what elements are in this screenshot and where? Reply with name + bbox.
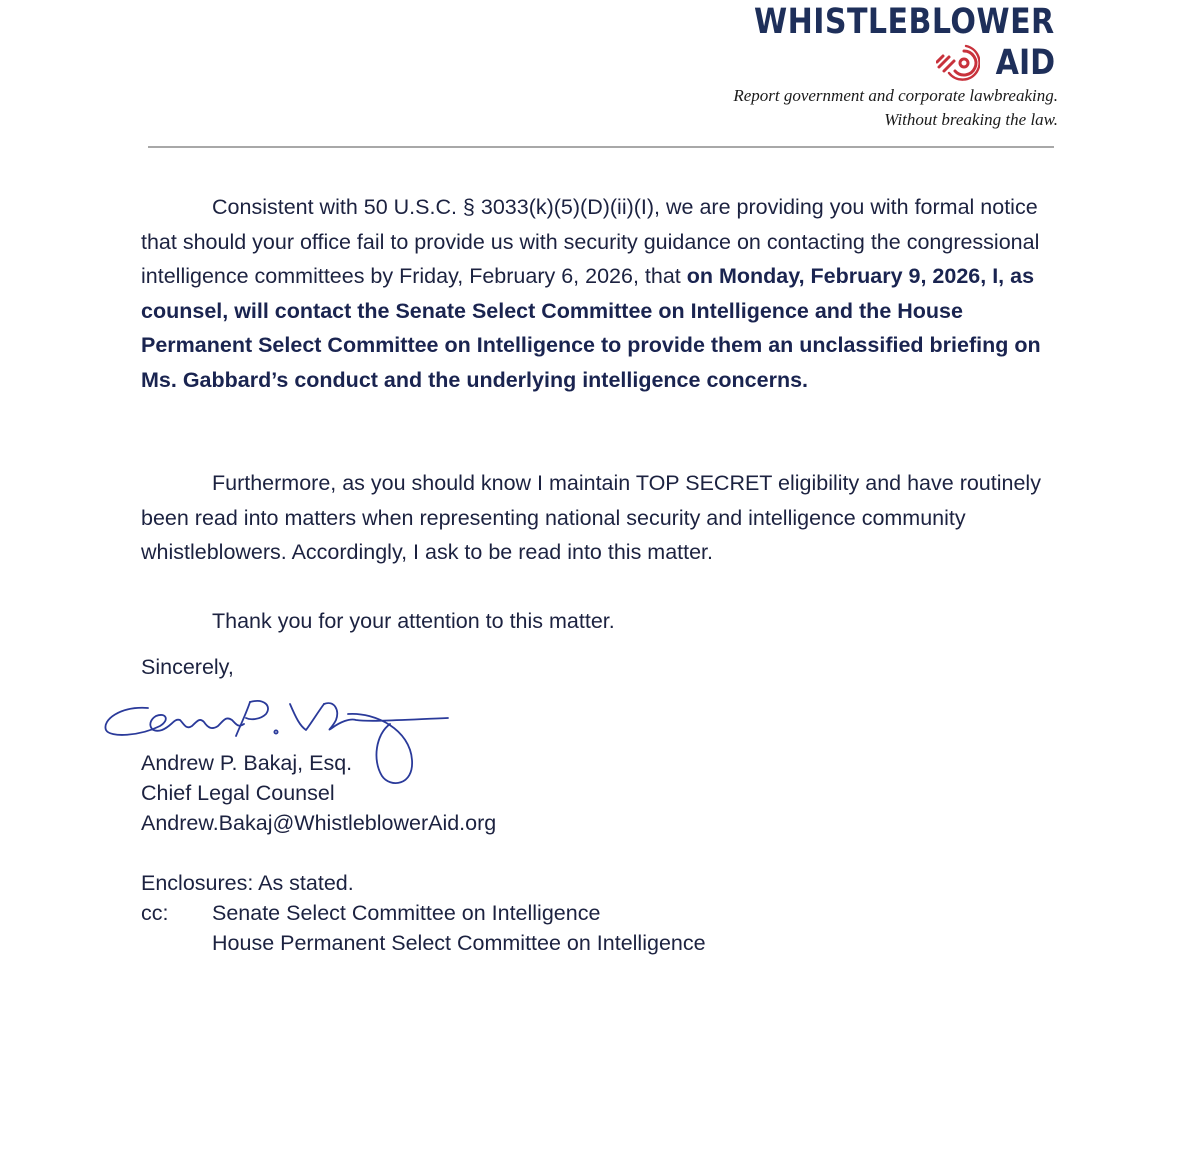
closing: Sincerely, — [141, 655, 234, 679]
org-name-line1: WHISTLEBLOWER — [754, 2, 1055, 42]
clearance-paragraph: Furthermore, as you should know I maintain TOP SECRET eligibility and have routinely been read into matters when representing national security and intelligence community whistleblowers. Accordingly, I ask to be read into this matter. — [141, 471, 1041, 564]
notice-paragraph-bold: on Monday, February 9, 2026, I, as counsel, will contact the Senate Select Committee on Intelligence and the House Permanent Select Committee on Intelligence to provide them an unclassified briefing on Ms. Gabbard’s conduct and the underlying intelligence concerns. — [141, 264, 1041, 392]
signer-email[interactable]: Andrew.Bakaj@WhistleblowerAid.org — [141, 811, 497, 835]
org-name-aid: AID — [995, 43, 1055, 83]
signer-title: Chief Legal Counsel — [141, 781, 335, 805]
org-name-line2 — [936, 43, 1055, 83]
cc-label: cc: — [141, 901, 169, 925]
signal-waves-icon — [936, 43, 980, 83]
signer-name: Andrew P. Bakaj, Esq. — [141, 751, 353, 775]
letterhead — [0, 0, 1200, 150]
header-divider — [148, 146, 1054, 148]
cc-recipient: Senate Select Committee on Intelligence — [212, 901, 601, 925]
thanks-paragraph: Thank you for your attention to this matter. — [212, 609, 615, 633]
notice-paragraph — [141, 190, 1066, 397]
cc-recipient: House Permanent Select Committee on Intelligence — [212, 931, 706, 955]
notice-paragraph-text: Consistent with 50 U.S.C. § 3033(k)(5)(D)(ii)(I), we are providing you with formal notice that should your office fail to provide us with security guidance on contacting the congressional intelligence committees by Friday, February 6, 2026, that — [141, 195, 1040, 288]
tagline-line2: Without breaking the law. — [884, 110, 1058, 129]
tagline-line1: Report government and corporate lawbreaking. — [733, 86, 1058, 105]
enclosures-line: Enclosures: As stated. — [141, 871, 354, 895]
